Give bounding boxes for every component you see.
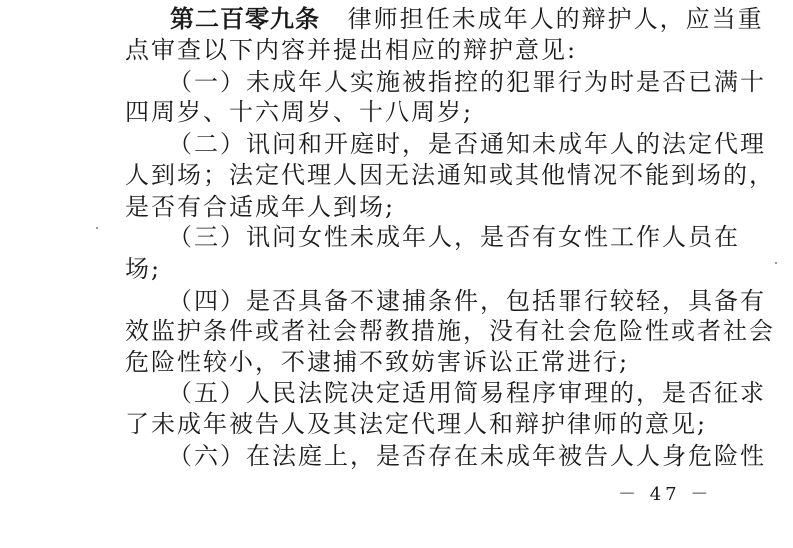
item-3-line-1: （三）讯问女性未成年人，是否有女性工作人员在 xyxy=(168,223,740,251)
page-number: － 47 － xyxy=(618,484,713,505)
item-5-line-2: 了未成年被告人及其法定代理人和辩护律师的意见; xyxy=(125,410,708,438)
item-2-line-1: （二）讯问和开庭时，是否通知未成年人的法定代理 xyxy=(168,130,766,158)
article-intro-continued: 点审查以下内容并提出相应的辩护意见: xyxy=(125,36,578,64)
scan-speck xyxy=(96,227,98,229)
article-heading-line xyxy=(170,4,764,34)
article-intro: 律师担任未成年人的辩护人，应当重 xyxy=(347,5,764,33)
item-2-line-3: 是否有合适成年人到场; xyxy=(125,193,396,221)
scan-speck xyxy=(775,262,777,264)
item-1-line-1: （一）未成年人实施被指控的犯罪行为时是否已满十 xyxy=(168,68,766,96)
item-3-line-2: 场; xyxy=(125,255,162,283)
item-4-line-2: 效监护条件或者社会帮教措施，没有社会危险性或者社会 xyxy=(125,317,775,345)
item-5-line-1: （五）人民法院决定适用简易程序审理的，是否征求 xyxy=(168,379,766,407)
item-4-line-3: 危险性较小，不逮捕不致妨害诉讼正常进行; xyxy=(125,348,630,376)
item-2-line-2: 人到场；法定代理人因无法通知或其他情况不能到场的， xyxy=(125,161,775,189)
item-1-line-2: 四周岁、十六周岁、十八周岁; xyxy=(125,98,474,126)
article-title: 第二百零九条 xyxy=(170,5,320,33)
item-6-line-1: （六）在法庭上，是否存在未成年被告人人身危险性 xyxy=(168,442,766,470)
item-4-line-1: （四）是否具备不逮捕条件，包括罪行较轻，具备有 xyxy=(168,287,766,315)
